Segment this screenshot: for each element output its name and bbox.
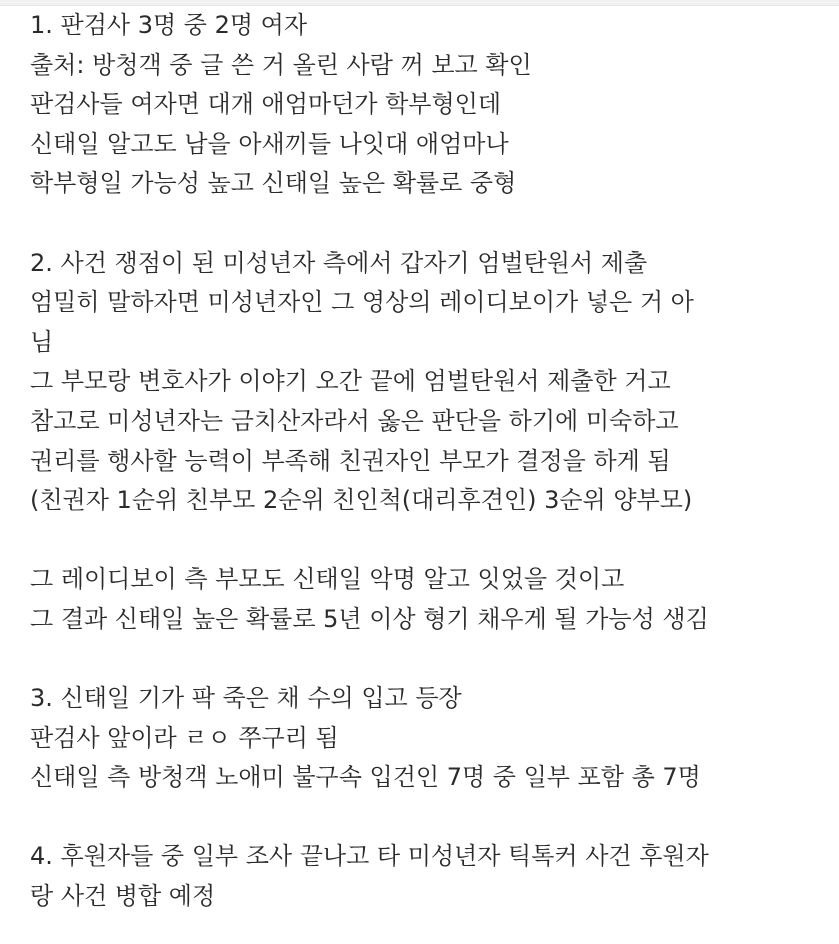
- text-line: 그 레이디보이 측 부모도 신태일 악명 알고 잇었을 것이고: [30, 565, 625, 594]
- paragraph-5: [30, 837, 830, 916]
- paragraph-2: [30, 244, 830, 521]
- text-line: 그 결과 신태일 높은 확률로 5년 이상 형기 채우게 될 가능성 생김: [30, 604, 709, 633]
- text-line: 판검사 앞이라 ㄹㅇ 쭈구리 됨: [30, 723, 339, 752]
- paragraph-4: [30, 679, 830, 798]
- text-line: 신태일 알고도 남을 아새끼들 나잇대 애엄마나: [30, 129, 509, 158]
- post-body: [30, 6, 830, 917]
- text-line: 신태일 측 방청객 노애미 불구속 입건인 7명 중 일부 포함 총 7명: [30, 763, 701, 792]
- text-line: 판검사들 여자면 대개 애엄마던가 학부형인데: [30, 90, 502, 119]
- paragraph-3: [30, 560, 830, 639]
- text-line: 4. 후원자들 중 일부 조사 끝나고 타 미성년자 틱톡커 사건 후원자: [30, 842, 709, 871]
- text-line: 2. 사건 쟁점이 된 미성년자 측에서 갑자기 엄벌탄원서 제출: [30, 248, 648, 277]
- text-line: 1. 판검사 3명 중 2명 여자: [30, 11, 308, 39]
- text-line: 랑 사건 병합 예정: [30, 882, 216, 911]
- text-line: 엄밀히 말하자면 미성년자인 그 영상의 레이디보이가 넣은 거 아: [30, 288, 694, 317]
- text-line: 참고로 미성년자는 금치산자라서 옳은 판단을 하기에 미숙하고: [30, 406, 679, 435]
- text-line: 그 부모랑 변호사가 이야기 오간 끝에 엄벌탄원서 제출한 거고: [30, 367, 671, 396]
- text-line: 님: [30, 327, 54, 356]
- paragraph-1: [30, 6, 830, 204]
- text-line: (친권자 1순위 친부모 2순위 친인척(대리후견인) 3순위 양부모): [30, 486, 693, 515]
- text-line: 출처: 방청객 중 글 쓴 거 올린 사람 꺼 보고 확인: [30, 50, 532, 79]
- text-line: 권리를 행사할 능력이 부족해 친권자인 부모가 결정을 하게 됨: [30, 446, 671, 475]
- text-line: 3. 신태일 기가 팍 죽은 채 수의 입고 등장: [30, 684, 462, 713]
- text-line: 학부형일 가능성 높고 신태일 높은 확률로 중형: [30, 169, 517, 198]
